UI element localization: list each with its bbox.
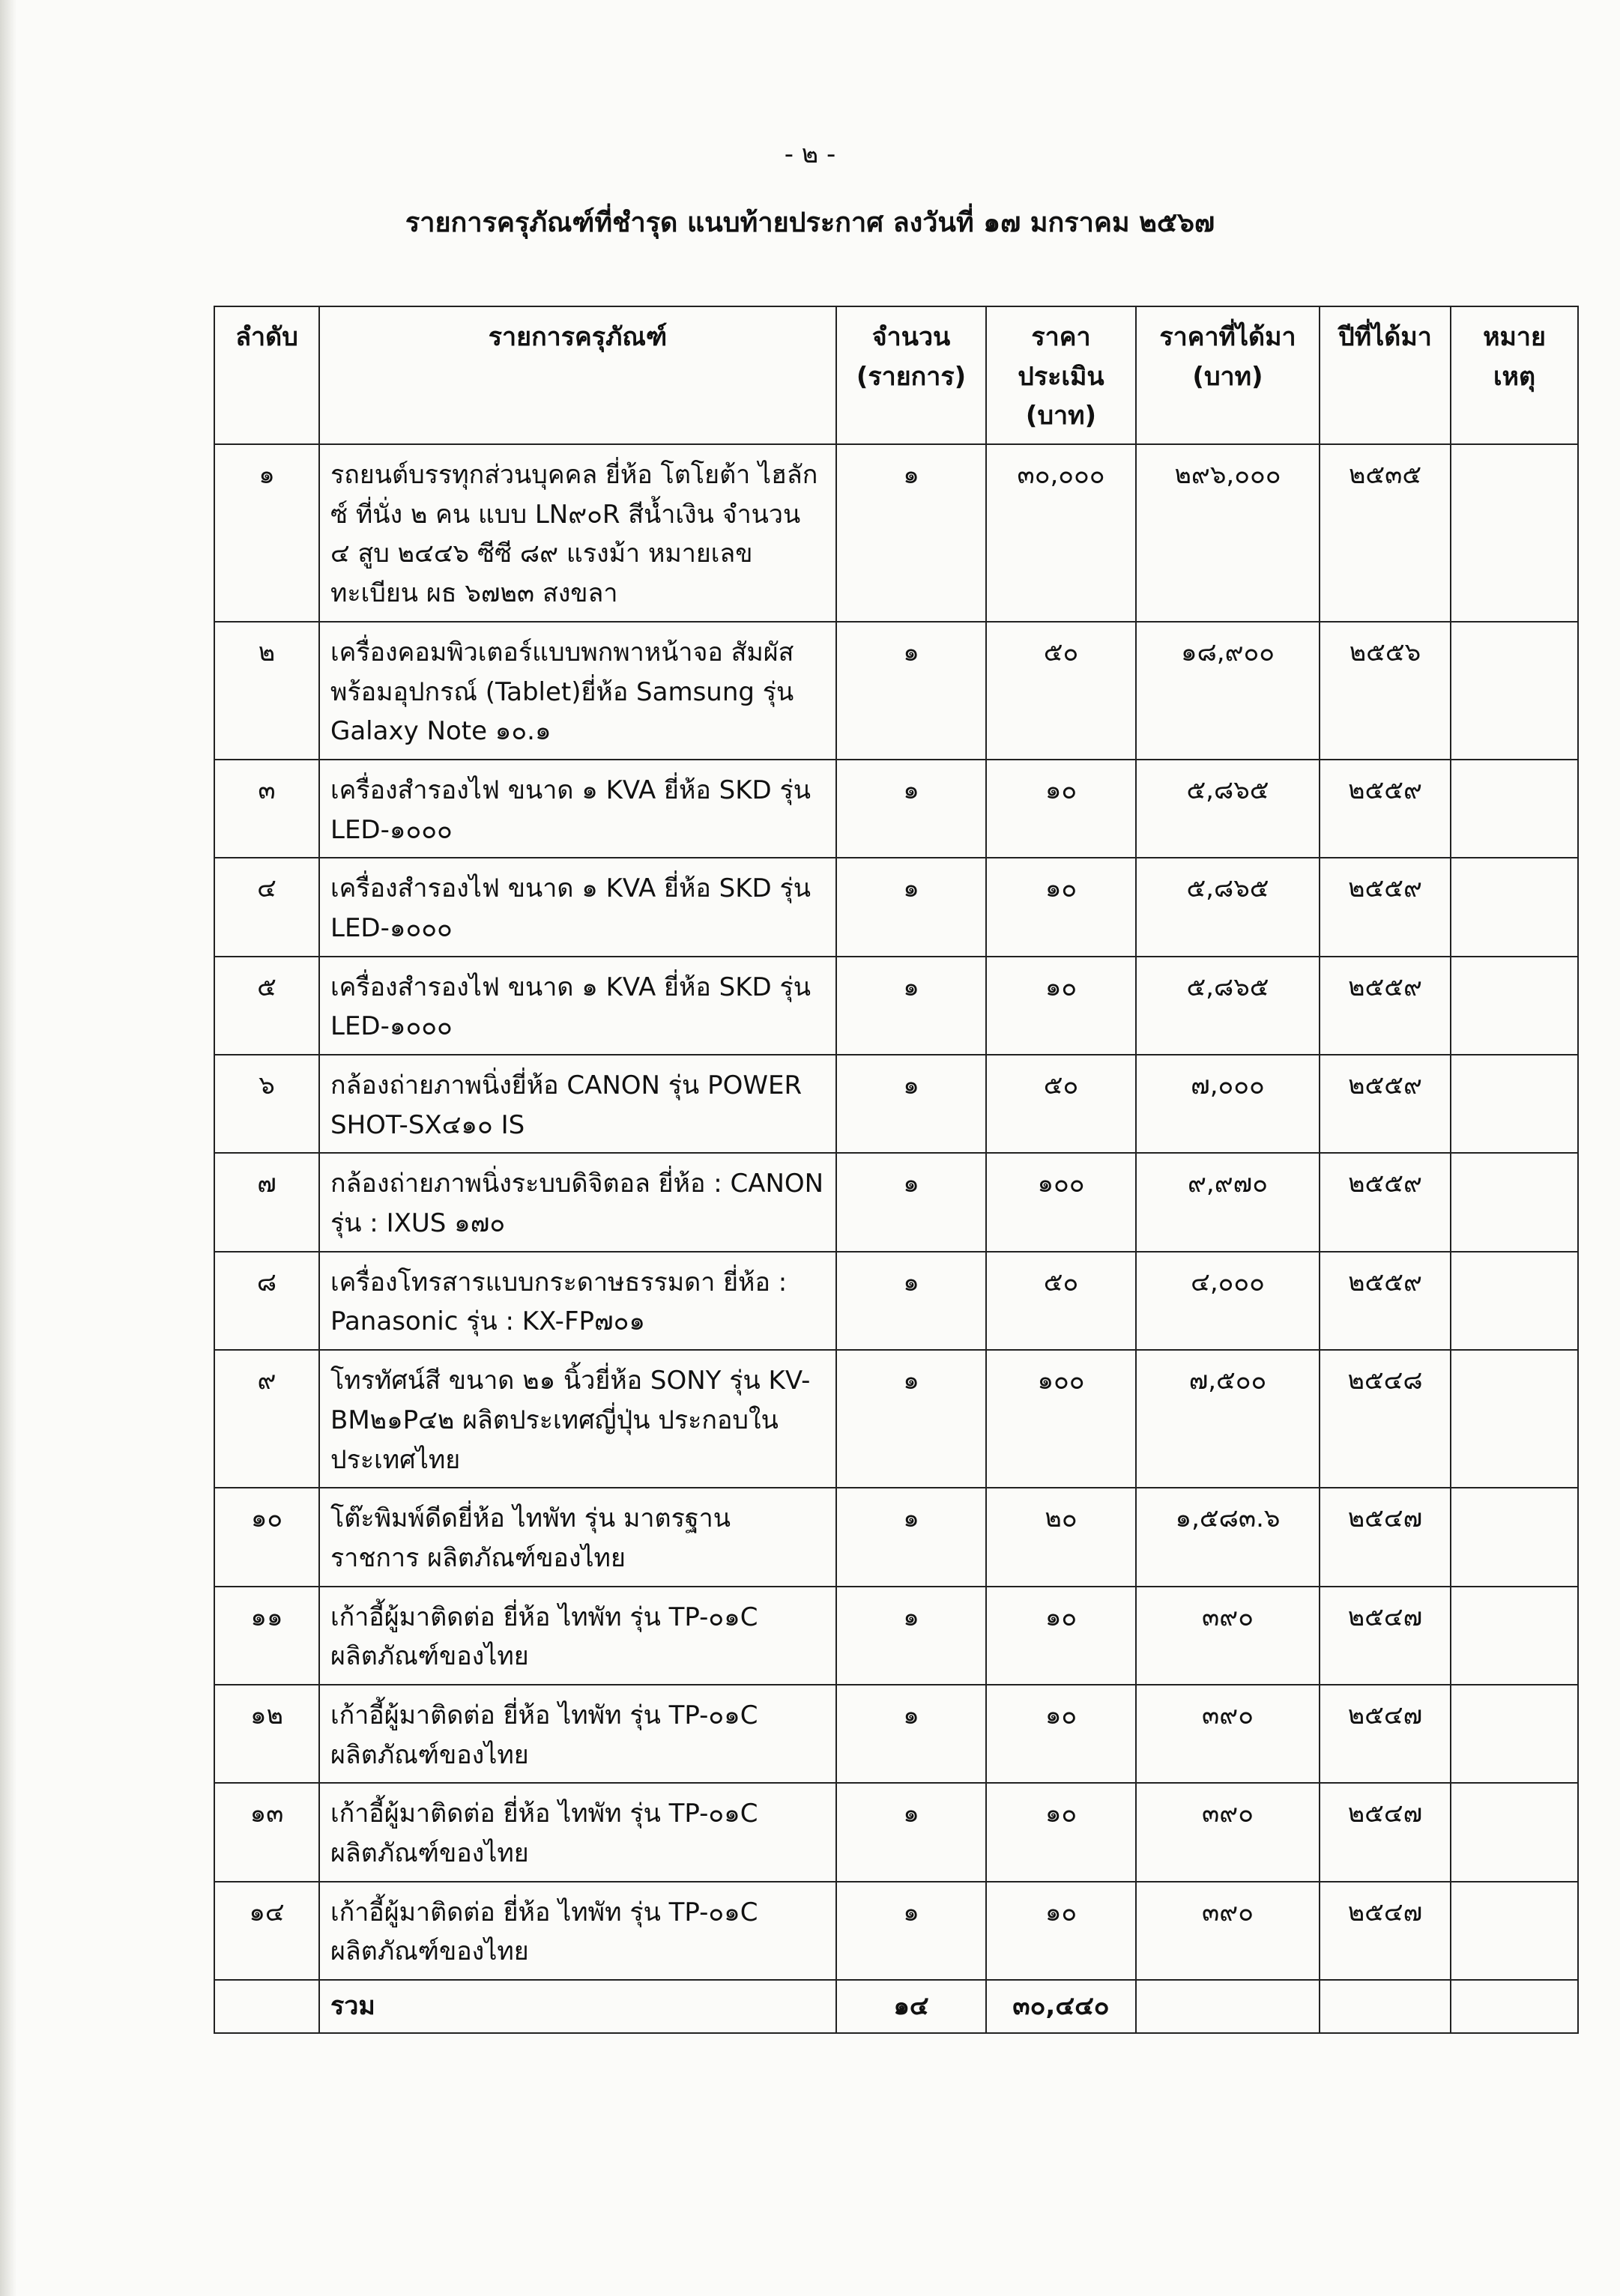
row-order: ๑๔: [214, 1882, 319, 1980]
row-description: เครื่องโทรสารแบบกระดาษธรรมดา ยี่ห้อ : Panasonic รุ่น : KX-FP๗๐๑: [319, 1252, 836, 1350]
row-year-acquired: ๒๕๕๙: [1320, 1055, 1451, 1153]
row-year-acquired: ๒๕๔๗: [1320, 1685, 1451, 1783]
row-remarks: [1451, 858, 1578, 956]
row-remarks: [1451, 1587, 1578, 1685]
row-year-acquired: ๒๕๕๙: [1320, 1153, 1451, 1251]
row-order: ๒: [214, 622, 319, 760]
row-remarks: [1451, 1153, 1578, 1251]
row-remarks: [1451, 760, 1578, 858]
row-acquired-price: ๗,๕๐๐: [1136, 1350, 1320, 1488]
table-row: [214, 1783, 1578, 1881]
row-description: เก้าอี้ผู้มาติดต่อ ยี่ห้อ ไทพัท รุ่น TP-๐๑C ผลิตภัณฑ์ของไทย: [319, 1783, 836, 1881]
row-appraised-price: ๑๐๐: [986, 1153, 1136, 1251]
row-quantity: ๑: [836, 622, 986, 760]
row-remarks: [1451, 1488, 1578, 1586]
row-appraised-price: ๒๐: [986, 1488, 1136, 1586]
row-quantity: ๑: [836, 444, 986, 622]
row-acquired-price: ๑๘,๙๐๐: [1136, 622, 1320, 760]
row-year-acquired: ๒๕๔๗: [1320, 1783, 1451, 1881]
row-year-acquired: ๒๕๔๗: [1320, 1587, 1451, 1685]
table-row: [214, 622, 1578, 760]
row-description: กล้องถ่ายภาพนิ่งยี่ห้อ CANON รุ่น POWER SHOT-SX๔๑๐ IS: [319, 1055, 836, 1153]
row-appraised-price: ๑๐๐: [986, 1350, 1136, 1488]
row-appraised-price: ๑๐: [986, 1685, 1136, 1783]
row-description: เครื่องสำรองไฟ ขนาด ๑ KVA ยี่ห้อ SKD รุ่น LED-๑๐๐๐: [319, 858, 836, 956]
row-remarks: [1451, 1685, 1578, 1783]
row-acquired-price: ๔,๐๐๐: [1136, 1252, 1320, 1350]
document-title: รายการครุภัณฑ์ที่ชำรุด แนบท้ายประกาศ ลงวันที่ ๑๗ มกราคม ๒๕๖๗: [405, 208, 1215, 238]
row-appraised-price: ๓๐,๐๐๐: [986, 444, 1136, 622]
row-order: ๘: [214, 1252, 319, 1350]
row-remarks: [1451, 622, 1578, 760]
row-acquired-price: ๗,๐๐๐: [1136, 1055, 1320, 1153]
row-year-acquired: ๒๕๓๕: [1320, 444, 1451, 622]
row-appraised-price: ๑๐: [986, 760, 1136, 858]
row-acquired-price: ๕,๘๖๕: [1136, 957, 1320, 1055]
row-year-acquired: ๒๕๕๙: [1320, 760, 1451, 858]
row-year-acquired: ๒๕๕๖: [1320, 622, 1451, 760]
row-acquired-price: ๑,๕๘๓.๖: [1136, 1488, 1320, 1586]
row-quantity: ๑: [836, 1587, 986, 1685]
total-remarks-cell: [1451, 1980, 1578, 2033]
row-quantity: ๑: [836, 1685, 986, 1783]
row-quantity: ๑: [836, 1488, 986, 1586]
row-description: รถยนต์บรรทุกส่วนบุคคล ยี่ห้อ โตโยต้า ไฮลักซ์ ที่นั่ง ๒ คน แบบ LN๙๐R สีน้ำเงิน จำนวน ๔ สูบ ๒๔๔๖ ซีซี ๘๙ แรงม้า หมายเลขทะเบียน ผธ ๖๗๒๓ สงขลา: [319, 444, 836, 622]
row-description: กล้องถ่ายภาพนิ่งระบบดิจิตอล ยี่ห้อ : CANON รุ่น : IXUS ๑๗๐: [319, 1153, 836, 1251]
row-appraised-price: ๑๐: [986, 1783, 1136, 1881]
total-quantity: ๑๔: [836, 1980, 986, 2033]
row-description: โทรทัศน์สี ขนาด ๒๑ นิ้วยี่ห้อ SONY รุ่น KV-BM๒๑P๔๒ ผลิตประเทศญี่ปุ่น ประกอบในประเทศไทย: [319, 1350, 836, 1488]
table-row: [214, 957, 1578, 1055]
total-year-cell: [1320, 1980, 1451, 2033]
scan-edge-shadow: [0, 0, 16, 2296]
damaged-equipment-table: [214, 306, 1579, 2034]
row-quantity: ๑: [836, 957, 986, 1055]
row-remarks: [1451, 1783, 1578, 1881]
row-remarks: [1451, 957, 1578, 1055]
row-order: ๑: [214, 444, 319, 622]
row-appraised-price: ๑๐: [986, 858, 1136, 956]
total-row: [214, 1980, 1578, 2033]
table-row: [214, 1488, 1578, 1586]
row-acquired-price: ๒๙๖,๐๐๐: [1136, 444, 1320, 622]
total-order-cell: [214, 1980, 319, 2033]
header-appraised-price: ราคา ประเมิน (บาท): [986, 306, 1136, 444]
row-quantity: ๑: [836, 1252, 986, 1350]
row-quantity: ๑: [836, 1055, 986, 1153]
total-acquired-cell: [1136, 1980, 1320, 2033]
total-appraised: ๓๐,๔๔๐: [986, 1980, 1136, 2033]
table-row: [214, 1252, 1578, 1350]
row-remarks: [1451, 1252, 1578, 1350]
row-year-acquired: ๒๕๕๙: [1320, 858, 1451, 956]
header-order: ลำดับ: [214, 306, 319, 444]
row-description: เก้าอี้ผู้มาติดต่อ ยี่ห้อ ไทพัท รุ่น TP-๐๑C ผลิตภัณฑ์ของไทย: [319, 1685, 836, 1783]
row-description: เก้าอี้ผู้มาติดต่อ ยี่ห้อ ไทพัท รุ่น TP-๐๑C ผลิตภัณฑ์ของไทย: [319, 1882, 836, 1980]
row-appraised-price: ๑๐: [986, 1587, 1136, 1685]
row-quantity: ๑: [836, 1350, 986, 1488]
table-row: [214, 1153, 1578, 1251]
row-order: ๑๒: [214, 1685, 319, 1783]
row-remarks: [1451, 1882, 1578, 1980]
table-row: [214, 1055, 1578, 1153]
row-order: ๕: [214, 957, 319, 1055]
row-quantity: ๑: [836, 858, 986, 956]
row-year-acquired: ๒๕๕๙: [1320, 1252, 1451, 1350]
header-year-acquired: ปีที่ได้มา: [1320, 306, 1451, 444]
row-appraised-price: ๕๐: [986, 622, 1136, 760]
row-order: ๗: [214, 1153, 319, 1251]
row-quantity: ๑: [836, 1783, 986, 1881]
row-description: โต๊ะพิมพ์ดีดยี่ห้อ ไทพัท รุ่น มาตรฐาน ราชการ ผลิตภัณฑ์ของไทย: [319, 1488, 836, 1586]
row-year-acquired: ๒๕๔๗: [1320, 1488, 1451, 1586]
header-acquired-price: ราคาที่ได้มา (บาท): [1136, 306, 1320, 444]
row-acquired-price: ๕,๘๖๕: [1136, 760, 1320, 858]
table-row: [214, 1350, 1578, 1488]
row-order: ๑๓: [214, 1783, 319, 1881]
row-description: เครื่องคอมพิวเตอร์แบบพกพาหน้าจอ สัมผัสพร้อมอุปกรณ์ (Tablet)ยี่ห้อ Samsung รุ่น Galaxy Note ๑๐.๑: [319, 622, 836, 760]
row-description: เครื่องสำรองไฟ ขนาด ๑ KVA ยี่ห้อ SKD รุ่น LED-๑๐๐๐: [319, 760, 836, 858]
table-row: [214, 1587, 1578, 1685]
row-acquired-price: ๓๙๐: [1136, 1783, 1320, 1881]
row-order: ๑๑: [214, 1587, 319, 1685]
row-description: เก้าอี้ผู้มาติดต่อ ยี่ห้อ ไทพัท รุ่น TP-๐๑C ผลิตภัณฑ์ของไทย: [319, 1587, 836, 1685]
header-description: รายการครุภัณฑ์: [319, 306, 836, 444]
table-row: [214, 1882, 1578, 1980]
row-order: ๑๐: [214, 1488, 319, 1586]
row-appraised-price: ๑๐: [986, 1882, 1136, 1980]
row-remarks: [1451, 1350, 1578, 1488]
row-quantity: ๑: [836, 760, 986, 858]
header-quantity: จำนวน (รายการ): [836, 306, 986, 444]
row-acquired-price: ๓๙๐: [1136, 1685, 1320, 1783]
table-row: [214, 444, 1578, 622]
row-order: ๔: [214, 858, 319, 956]
row-quantity: ๑: [836, 1153, 986, 1251]
table-row: [214, 858, 1578, 956]
table-row: [214, 760, 1578, 858]
row-acquired-price: ๓๙๐: [1136, 1882, 1320, 1980]
row-acquired-price: ๕,๘๖๕: [1136, 858, 1320, 956]
row-year-acquired: ๒๕๕๙: [1320, 957, 1451, 1055]
row-remarks: [1451, 1055, 1578, 1153]
row-acquired-price: ๓๙๐: [1136, 1587, 1320, 1685]
row-remarks: [1451, 444, 1578, 622]
row-appraised-price: ๕๐: [986, 1252, 1136, 1350]
row-description: เครื่องสำรองไฟ ขนาด ๑ KVA ยี่ห้อ SKD รุ่น LED-๑๐๐๐: [319, 957, 836, 1055]
table-row: [214, 1685, 1578, 1783]
page-number: - ๒ -: [784, 139, 836, 169]
header-remarks: หมาย เหตุ: [1451, 306, 1578, 444]
row-acquired-price: ๙,๙๗๐: [1136, 1153, 1320, 1251]
row-year-acquired: ๒๕๔๗: [1320, 1882, 1451, 1980]
row-quantity: ๑: [836, 1882, 986, 1980]
row-order: ๖: [214, 1055, 319, 1153]
table-header-row: [214, 306, 1578, 444]
row-order: ๙: [214, 1350, 319, 1488]
total-label: รวม: [319, 1980, 836, 2033]
row-appraised-price: ๑๐: [986, 957, 1136, 1055]
row-order: ๓: [214, 760, 319, 858]
row-appraised-price: ๕๐: [986, 1055, 1136, 1153]
row-year-acquired: ๒๕๔๘: [1320, 1350, 1451, 1488]
